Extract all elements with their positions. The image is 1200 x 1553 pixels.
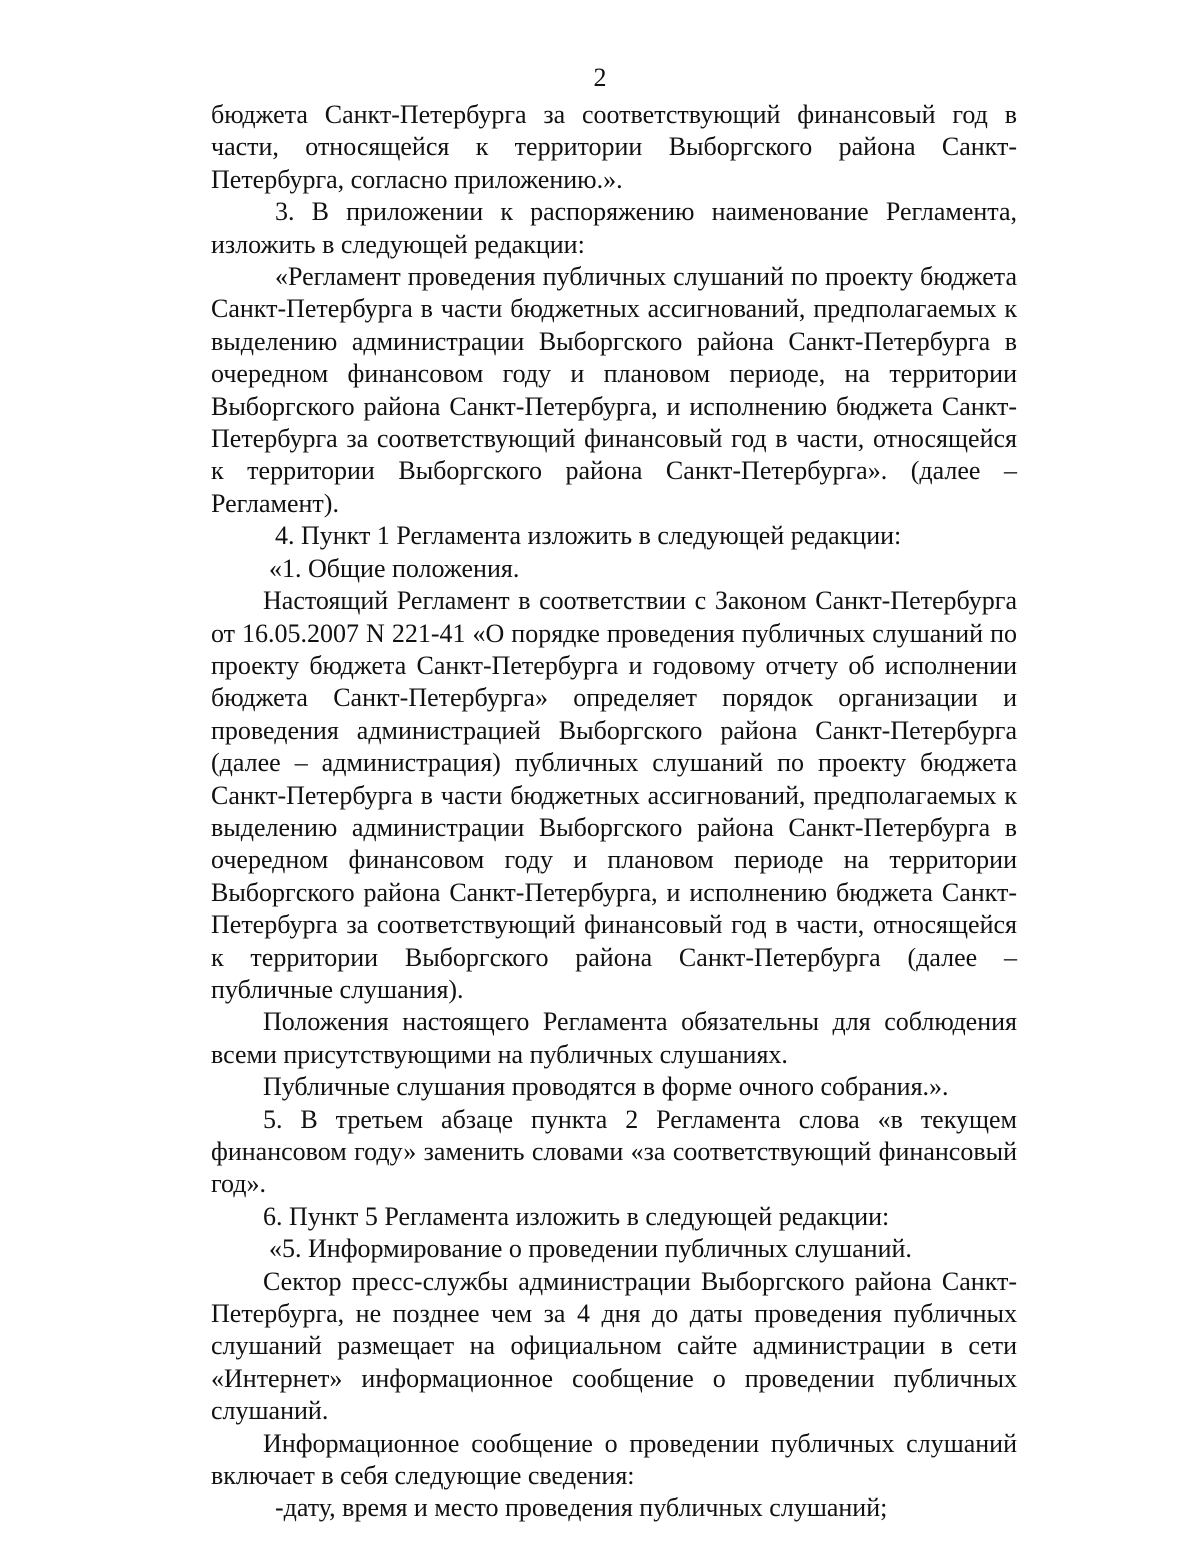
paragraph-item-5: 5. В третьем абзаце пункта 2 Регламента слова «в текущем финансовом году» заменить словами «за соответствующий финансовый год». [211, 1104, 1017, 1199]
paragraph-item-4: 4. Пункт 1 Регламента изложить в следующей редакции: [275, 521, 902, 551]
paragraph-item-6: 6. Пункт 5 Регламента изложить в следующей редакции: [263, 1201, 890, 1231]
paragraph-regulation-title: «Регламент проведения публичных слушаний по проекту бюджета Санкт-Петербурга в части бюджетных ассигнований, предполагаемых к выделению администрации Выборгского района Санкт-Петербурга в очередном финансовом году и плановом периоде, на территории Выборгского района Санкт-Петербурга, и исполнению бюджета Санкт-Петербурга за соответствующий финансовый год в части, относящейся к территории Выборгского района Санкт-Петербурга». (далее – Регламент). [211, 262, 1017, 518]
paragraph-general-provisions-heading: «1. Общие положения. [269, 553, 520, 583]
document-body [211, 99, 1017, 1525]
paragraph-informing-heading: «5. Информирование о проведении публичных слушаний. [269, 1234, 912, 1264]
page-number: 2 [593, 63, 607, 92]
paragraph-hearing-format: Публичные слушания проводятся в форме очного собрания.». [263, 1072, 949, 1102]
paragraph-mandatory-provisions: Положения настоящего Регламента обязательны для соблюдения всеми присутствующими на публичных слушаниях. [211, 1007, 1017, 1069]
paragraph-general-provisions-text: Настоящий Регламент в соответствии с Законом Санкт-Петербурга от 16.05.2007 N 221-41 «О порядке проведения публичных слушаний по проекту бюджета Санкт-Петербурга и годовому отчету об исполнении бюджета Санкт-Петербурга» определяет порядок организации и проведения администрацией Выборгского района Санкт-Петербурга (далее – администрация) публичных слушаний по проекту бюджета Санкт-Петербурга в части бюджетных ассигнований, предполагаемых к выделению администрации Выборгского района Санкт-Петербурга в очередном финансовом году и плановом периоде на территории Выборгского района Санкт-Петербурга, и исполнению бюджета Санкт-Петербурга за соответствующий финансовый год в части, относящейся к территории Выборгского района Санкт-Петербурга (далее – публичные слушания). [211, 586, 1017, 1004]
paragraph-info-message: Информационное сообщение о проведении публичных слушаний включает в себя следующие сведения: [211, 1428, 1017, 1491]
paragraph-press-service: Сектор пресс-службы администрации Выборгского района Санкт-Петербурга, не позднее чем за 4 дня до даты проведения публичных слушаний размещает на официальном сайте администрации в сети «Интернет» информационное сообщение о проведении публичных слушаний. [211, 1266, 1017, 1426]
paragraph-item-3: 3. В приложении к распоряжению наименование Регламента, изложить в следующей редакции: [211, 197, 1017, 259]
paragraph-budget-continuation: бюджета Санкт-Петербурга за соответствующий финансовый год в части, относящейся к территории Выборгского района Санкт-Петербурга, согласно приложению.». [211, 100, 1017, 194]
paragraph-date-time-place: -дату, время и место проведения публичных слушаний; [275, 1493, 888, 1523]
